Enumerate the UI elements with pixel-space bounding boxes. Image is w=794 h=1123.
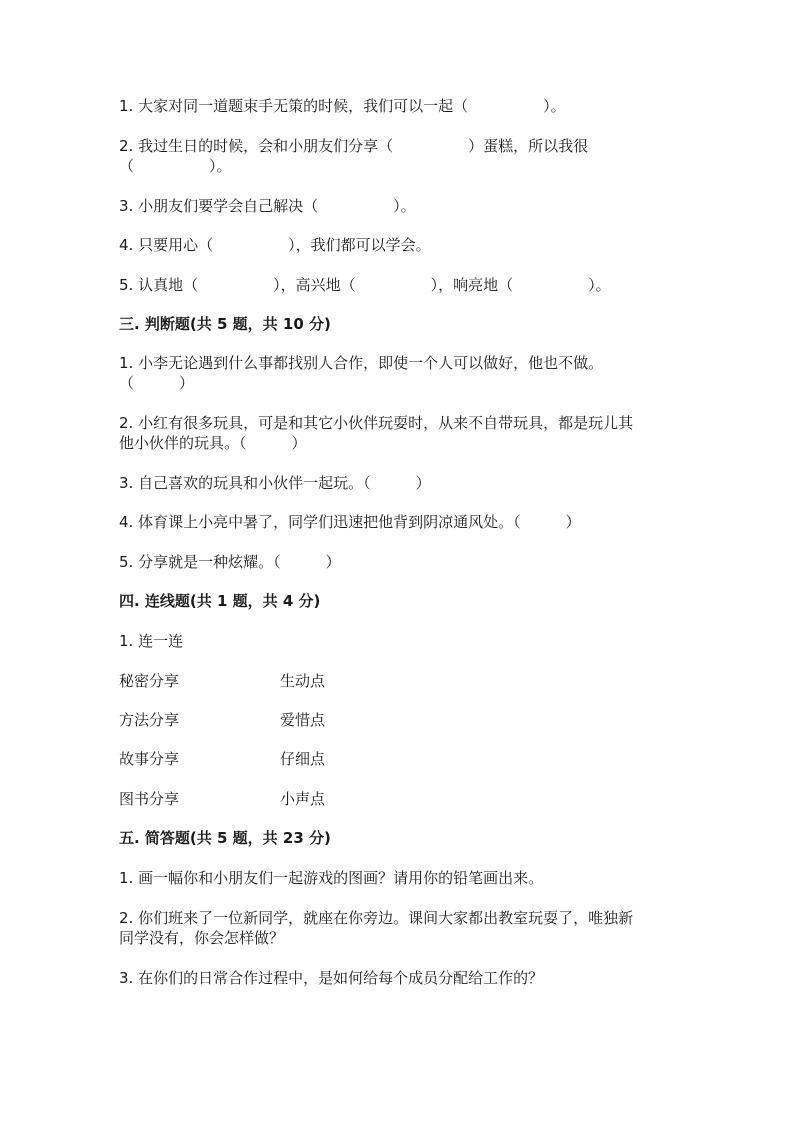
match-left-item: 图书分享 <box>119 790 180 808</box>
judge-question-2-line-1: 2. 小红有很多玩具，可是和其它小伙伴玩耍时，从来不自带玩具，都是玩儿其 <box>119 414 634 432</box>
judge-question-4: 4. 体育课上小亮中暑了，同学们迅速把他背到阴凉通风处。（ ） <box>119 513 581 531</box>
short-question-2-line-1: 2. 你们班来了一位新同学，就座在你旁边。课间大家都出教室玩耍了，唯独新 <box>119 909 634 927</box>
judge-question-1-line-1: 1. 小李无论遇到什么事都找别人合作，即使一个人可以做好，他也不做。 <box>119 354 604 372</box>
match-left-item: 故事分享 <box>119 750 180 768</box>
judge-question-3: 3. 自己喜欢的玩具和小伙伴一起玩。（ ） <box>119 474 431 492</box>
judge-question-1-line-2: （ ） <box>119 374 195 392</box>
judge-question-5: 5. 分享就是一种炫耀。（ ） <box>119 553 341 571</box>
fill-question-1: 1. 大家对同一道题束手无策的时候，我们可以一起（ ）。 <box>119 97 566 115</box>
fill-question-4: 4. 只要用心（ ），我们都可以学会。 <box>119 236 431 254</box>
match-right-item: 仔细点 <box>280 750 326 768</box>
short-section-title: 五. 简答题(共 5 题，共 23 分) <box>119 829 331 847</box>
short-question-1: 1. 画一幅你和小朋友们一起游戏的图画？请用你的铅笔画出来。 <box>119 869 544 887</box>
match-section-title: 四. 连线题(共 1 题，共 4 分) <box>119 592 321 610</box>
match-left-item: 秘密分享 <box>119 672 180 690</box>
match-left-item: 方法分享 <box>119 711 180 729</box>
fill-question-2-line-2: （ ）。 <box>119 157 232 175</box>
short-question-2-line-2: 同学没有，你会怎样做？ <box>119 929 285 947</box>
short-question-3: 3. 在你们的日常合作过程中，是如何给每个成员分配给工作的？ <box>119 969 544 987</box>
fill-question-3: 3. 小朋友们要学会自己解决（ ）。 <box>119 197 416 215</box>
match-question-1: 1. 连一连 <box>119 632 184 650</box>
match-right-item: 爱惜点 <box>280 711 326 729</box>
judge-section-title: 三. 判断题(共 5 题，共 10 分) <box>119 315 331 333</box>
judge-question-2-line-2: 他小伙伴的玩具。（ ） <box>119 434 307 452</box>
fill-question-2-line-1: 2. 我过生日的时候，会和小朋友们分享（ ）蛋糕，所以我很 <box>119 137 589 155</box>
match-right-item: 小声点 <box>280 790 326 808</box>
match-right-item: 生动点 <box>280 672 326 690</box>
fill-question-5: 5. 认真地（ ），高兴地（ ），响亮地（ ）。 <box>119 276 611 294</box>
